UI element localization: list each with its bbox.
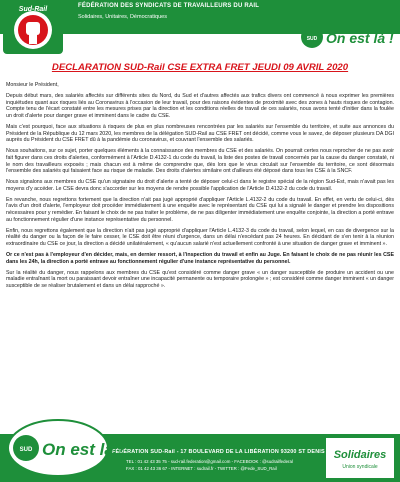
- footer-contact: TEL : 01 42 43 35 75 - sud-rail.federation@gmail.com - FACEBOOK : @sudrailfederal: [126, 459, 293, 464]
- logo-right-text: On est là !: [326, 30, 394, 46]
- paragraph: Depuis début mars, des salariés affectés sur différents sites du Nord, du Sud et d'autres affectés aux trafics divers ont commencé à nous exprimer les premières inquiétudes quant aux risques liés au Coronavirus à l'occasion de leur travail, pour des raisons évidentes de proximité avec des zones à hauts risques de contagion. Compte tenu de l'écart constaté entre les mesures prises par la direction et les conditions réelles de travail de ces salariés, nous avons tenté d'initier dans la foulée un droit d'alerte pour danger grave et imminent dans le cadre du CSE.: [6, 92, 394, 119]
- footer-address: FÉDÉRATION SUD-Rail - 17 BOULEVARD DE LA LIBÉRATION 93200 ST DENIS: [112, 449, 325, 455]
- paragraph: Or ce n'est pas à l'employeur d'en décider, mais, en dernier ressort, à l'inspection du travail et enfin au Juge. En faisant le choix de ne pas réunir les CSE dans les 24h, la direction a porté entrave au fonctionnement régulier d'une instance représentative du personnel.: [6, 252, 394, 265]
- paragraph: Nous souhaitons, sur ce sujet, porter quelques éléments à la connaissance des membres du CSE et des salariés. On pourrait certes nous reprocher de ne pas avoir fait figurer dans ces droits d'alertes, conformément à l'Article D.4132-1 du code du travail, la liste des postes de travail concernés par la cause du danger constaté, ni le nom des travailleurs exposés ; mais chacun est à même de comprendre que, dès lors que le virus circulait sur l'ensemble du territoire, ce sont désormais l'ensemble des salariés qui faisaient face au risque de maladie. Des droits d'alertes similaire ont d'ailleurs été déposé dans tous les CSE à la SNCF.: [6, 148, 394, 175]
- paragraph: Nous signalons aux membres du CSE qu'un signataire du droit d'alerte a tenté de déposer celui-ci dans le registre spécial de la région Sud-Est, mais n'avait pas les moyens d'y accéder. Le CSE devra donc s'accorder sur les moyens de rendre possible l'application de l'Article D.4132-2 du code du travail.: [6, 179, 394, 192]
- solidaires-logo: [326, 438, 394, 478]
- solidaires-text: Solidaires: [333, 449, 387, 461]
- sud-rail-logo: [3, 2, 63, 54]
- footer-contact-2: FAX : 01 42 43 36 67 - INTERNET : sudrail.fr - TWITTER : @Fede_SUD_Rail: [126, 466, 277, 471]
- paragraph: Enfin, nous regrettons également que la direction n'ait pas jugé approprié d'appliquer l'Article L.4132-3 du code du travail, selon lequel, en cas de divergence sur la réalité du danger ou la façon de le faire cesser, le CSE doit être réuni d'urgence, dans un délai n'excédant pas 24 heures. En décidant de s'en tenir à la réunion extraordinaire du CSE ce jour, la direction a décidé unilatéralement, « qu'aucun salarié n'est actuellement confronté à une situation de danger grave et imminent ».: [6, 227, 394, 248]
- page-title: DECLARATION SUD-Rail CSE EXTRA FRET JEUDI 09 AVRIL 2020: [51, 62, 349, 73]
- solidaires-sub: Union syndicale: [342, 464, 378, 470]
- svg-text:SUD: SUD: [19, 447, 33, 453]
- paragraph: Mais c'est pourquoi, face aux situations à risques de plus en plus nombreuses rencontrées par les salariés sur l'ensemble du territoire, et suite aux annonces du Président de la République du 12 mars 2020, les membres de la délégation SUD-Rail au CSE FRET ont décidé, comme vous le savez, de déposer plusieurs DA DGI auprès du Président du CSE FRET dû à la pandémie du coronavirus, et couvrant l'ensemble des salariés.: [6, 123, 394, 144]
- header-federation: FÉDÉRATION DES SYNDICATS DE TRAVAILLEURS DU RAIL: [78, 3, 260, 9]
- svg-text:SUD: SUD: [306, 36, 318, 42]
- header-tagline: Solidaires, Unitaires, Démocratiques: [78, 14, 167, 20]
- paragraph: Sur la réalité du danger, nous rappelons aux membres du CSE qu'est considéré comme danger grave « un danger susceptible de produire un accident ou une maladie entraînant la mort ou paraissant devoir entraîner une incapacité permanente ou temporaire prolongée » ; est considéré comme danger imminent « un danger susceptible de se réaliser brutalement et dans un délai rapproché ».: [6, 269, 394, 290]
- paragraph: Monsieur le Président,: [6, 82, 59, 88]
- declaration-body: [6, 82, 394, 294]
- logo-left-text: Sud-Rail: [18, 6, 48, 13]
- paragraph: En revanche, nous regrettons fortement que la direction n'ait pas jugé approprié d'appliquer l'Article L.4132-2 du code du travail. En effet, en vertu de celui-ci, dès l'avis d'un droit d'alerte, l'employeur doit procéder immédiatement à une enquête avec le représentant du CSE qui lui a signalé le danger et prendre les dispositions nécessaires pour y remédier. En faisant le choix de ne pas traiter le problème, de ne pas diligenter immédiatement une enquête conjointe, la direction a porté entrave au fonctionnement régulier d'une instance représentative du personnel.: [6, 196, 394, 223]
- footer-logo-text: On est là !: [42, 440, 125, 459]
- on-est-la-logo: [300, 20, 394, 54]
- footer-on-est-la-logo: [6, 412, 125, 478]
